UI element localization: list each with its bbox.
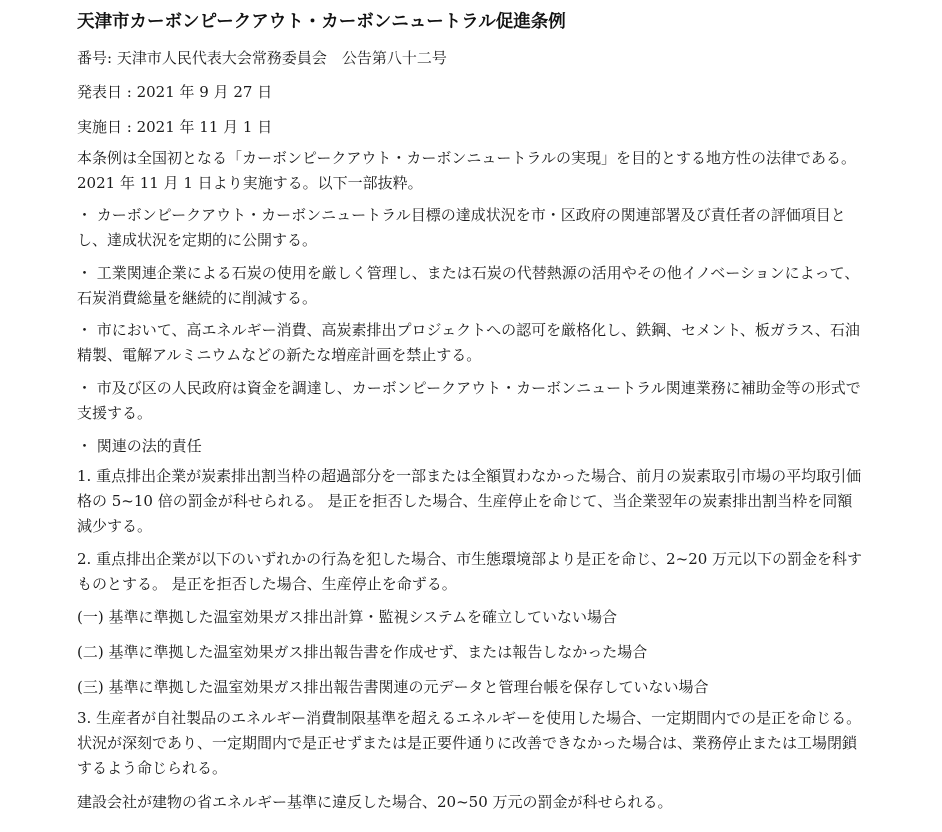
construction-penalty: 建設会社が建物の省エネルギー基準に違反した場合、20~50 万元の罰金が科せられる。 (77, 793, 673, 811)
bullet-projects: ・ 市において、高エネルギー消費、高炭素排出プロジェクトへの認可を厳格化し、鉄鋼、セメント、板ガラス、石油精製、電解アルミニウムなどの新たな増産計画を禁止する。 (77, 321, 860, 364)
liability-item-2: 2. 重点排出企業が以下のいずれかの行為を犯した場合、市生態環境部より是正を命じ、2~20 万元以下の罰金を科すものとする。 是正を拒否した場合、生産停止を命ずる。 (77, 550, 863, 593)
liability-sub-item-3: (三) 基準に準拠した温室効果ガス排出報告書関連の元データと管理台帳を保存していない場合 (77, 678, 709, 696)
liability-sub-item-1: (一) 基準に準拠した温室効果ガス排出計算・監視システムを確立していない場合 (77, 608, 617, 626)
liability-item-3: 3. 生産者が自社製品のエネルギー消費制限基準を超えるエネルギーを使用した場合、一定期間内での是正を命じる。 状況が深刻であり、一定期間内で是正せずまたは是正要件通りに改善できなかった場合は、業務停止または工場閉鎖するよう命じられる。 (77, 709, 862, 777)
bullet-liability-heading: ・ 関連の法的責任 (77, 437, 202, 455)
document (77, 0, 867, 811)
document-title: 天津市カーボンピークアウト・カーボンニュートラル促進条例 (77, 12, 566, 32)
announcement-number: 番号: 天津市人民代表大会常務委員会 公告第八十二号 (77, 49, 447, 67)
bullet-subsidy: ・ 市及び区の人民政府は資金を調達し、カーボンピークアウト・カーボンニュートラル関連業務に補助金等の形式で支援する。 (77, 379, 861, 422)
liability-item-1: 1. 重点排出企業が炭素排出割当枠の超過部分を一部または全額買わなかった場合、前月の炭素取引市場の平均取引価格の 5~10 倍の罰金が科せられる。 是正を拒否した場合、生産停止を命じて、当企業翌年の炭素排出割当枠を同額減少する。 (77, 467, 862, 535)
liability-sub-item-2: (二) 基準に準拠した温室効果ガス排出報告書を作成せず、または報告しなかった場合 (77, 643, 648, 661)
publication-date: 発表日 : 2021 年 9 月 27 日 (77, 83, 273, 101)
effective-date: 実施日 : 2021 年 11 月 1 日 (77, 118, 273, 136)
intro-paragraph: 本条例は全国初となる「カーボンピークアウト・カーボンニュートラルの実現」を目的とする地方性の法律である。2021 年 11 月 1 日より実施する。以下一部抜粋。 (77, 149, 856, 192)
bullet-evaluation: ・ カーボンピークアウト・カーボンニュートラル目標の達成状況を市・区政府の関連部署及び責任者の評価項目とし、達成状況を定期的に公開する。 (77, 206, 846, 249)
bullet-coal: ・ 工業関連企業による石炭の使用を厳しく管理し、または石炭の代替熱源の活用やその他イノベーションによって、石炭消費総量を継続的に削減する。 (77, 264, 860, 307)
